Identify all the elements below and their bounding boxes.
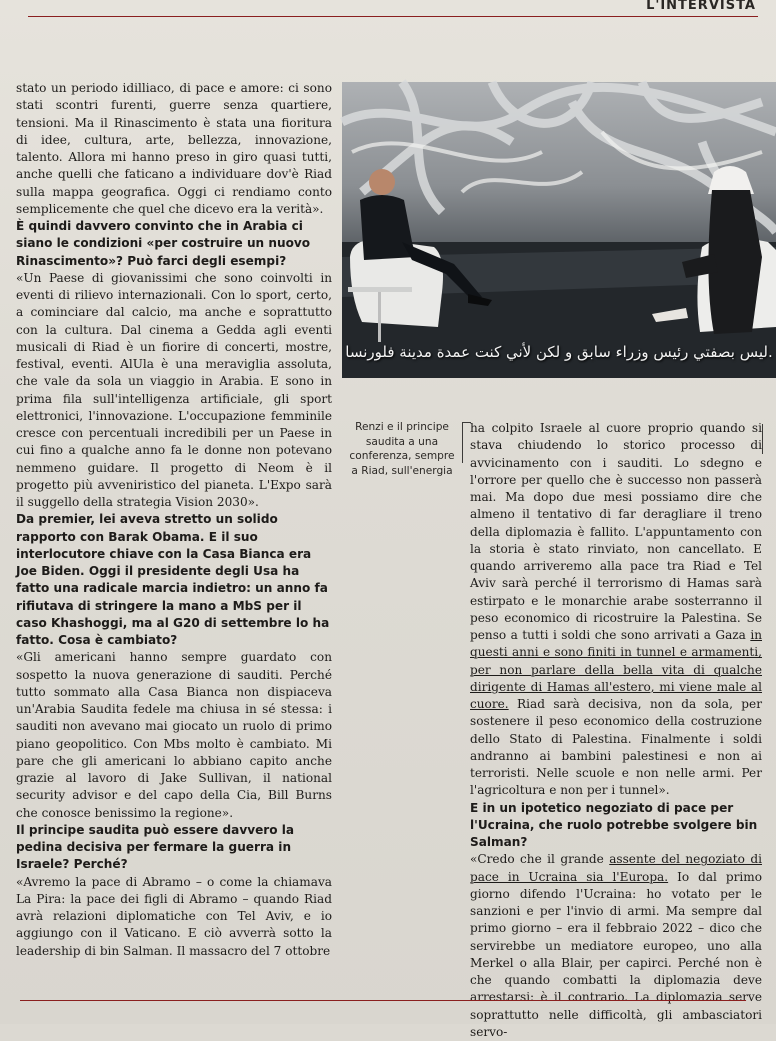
video-subtitle: ليس بصفتي رئيس وزراء سابق و لكن لأني كنت عمدة مدينة فلورنسا. [345,343,773,361]
text-span: ha colpito Israele al cuore proprio quando si stava chiudendo lo storico processo di avvicinamento con i sauditi. Lo sdegno e l'orrore per quello che è successo non passerà mai. Ma dopo due mesi possiamo dire che almeno il tentativo di far deragliare il treno della diplomazia è fallito. L'appuntamento con la storia è stato rinviato, non cancellato. E quando arriveremo alla pace tra Riad e Tel Aviv sarà perché il terrorismo di Hamas sarà estirpato e le monarchie arabe sosterranno il peso economico di ricostruire la Palestina. Se penso a tutti i soldi che sono arrivati a Gaza [470,421,762,642]
left-column [16,80,332,960]
paragraph: «Gli americani hanno sempre guardato con sospetto la nuova generazione di sauditi. Perché tutto sommato alla Casa Bianca non dispiaceva un'Arabia Saudita fedele ma chiusa in sé stessa: i sauditi non avevano mai giocato un ruolo di primo piano geopolitico. Con Mbs molto è cambiato. Mi pare che gli americani lo abbiano capito anche grazie al lavoro di Jake Sullivan, il national security advisor e del capo della Cia, Bill Burns che conosce benissimo la regione». [16,650,332,820]
bottom-rule [20,1000,746,1001]
conference-scene [342,82,776,378]
paragraph [470,420,762,800]
top-rule [28,16,758,17]
text-span: «Credo che il grande [470,852,610,867]
paragraph: «Avremo la pace di Abramo – o come la chiamava La Pira: la pace dei figli di Abramo – quando Riad avrà relazioni diplomatiche con Tel Aviv, e io aggiungo con il Vaticano. E ciò avverrà sotto la leadership di bin Salman. Il massacro del 7 ottobre [16,874,332,958]
right-column [470,420,762,1041]
photo-caption: Renzi e il principe saudita a una conferenza, sempre a Riad, sull'energia [349,421,455,477]
question: È quindi davvero convinto che in Arabia ci siano le condizioni «per costruire un nuovo Rinascimento»? Può farci degli esempi? [16,219,311,268]
paragraph: stato un periodo idilliaco, di pace e amore: ci sono stati scontri furenti, guerre senza quartiere, tensioni. Ma il Rinascimento è stata una fioritura di idee, cultura, arte, bellezza, innovazione, talento. Allora mi hanno preso in giro quasi tutti, anche quelli che faticano a individuare dov'è Riad sulla mappa geografica. Oggi ci rendiamo conto semplicemente che quel che dicevo era la verità». [16,81,332,216]
paragraph: «Un Paese di giovanissimi che sono coinvolti in eventi di rilievo internazionali. Con lo sport, certo, a cominciare dal calcio, ma anche e soprattutto con la cultura. Dal cinema a Gedda agli eventi musicali di Riad è un fiorire di concerti, mostre, festival, eventi. AlUla è una meraviglia assoluta, che vale da sola un viaggio in Arabia. E sono in prima fila sull'intelligenza artificiale, gli sport elettronici, l'innovazione. L'occupazione femminile cresce con percentuali incredibili per un Paese in cui fino a qualche anno fa le donne non potevano nemmeno guidare. Il progetto di Neom è il progetto più avveniristico del pianeta. L'Expo sarà il suggello della strategia Vision 2030». [16,270,332,509]
question: E in un ipotetico negoziato di pace per l'Ucraina, che ruolo potrebbe svolgere bin Salman? [470,800,758,849]
underlined-text: in questi anni e sono finiti in tunnel e armamenti, per non parlare della bella vita di qualche dirigente di Hamas all'estero, mi viene male al cuore. [470,628,762,711]
paragraph [470,851,762,1041]
section-label: L'INTERVISTA [646,0,756,13]
text-span: Io dal primo giorno difendo l'Ucraina: ho votato per le sanzioni e per l'invio di armi. Ma sempre dal primo giorno – era il febbraio 2022 – dico che servirebbe un mediatore europeo, uno alla Merkel o alla Blair, per capirci. Perché non è che quando combatti la diplomazia deve arrestarsi: è il contrario. La diplomazia serve soprattutto nelle difficoltà, gli ambasciatori servo- [470,869,762,1039]
underlined-text: assente del negoziato di pace in Ucraina sia l'Europa. [470,852,762,884]
text-span: Riad sarà decisiva, non da sola, per sostenere il peso economico della costruzione dello Stato di Palestina. Finalmente i soldi andranno ai bambini palestinesi e non ai terroristi. Nelle scuole e non nelle armi. Per l'agricoltura e non per i tunnel». [470,697,762,798]
conference-photo [342,82,776,378]
question: Il principe saudita può essere davvero la pedina decisiva per fermare la guerra in Israele? Perché? [16,822,295,872]
question: Da premier, lei aveva stretto un solido rapporto con Barak Obama. E il suo interlocutore chiave con la Casa Bianca era Joe Biden. Oggi il presidente degli Usa ha fatto una radicale marcia indietro: un anno fa rifiutava di stringere la mano a MbS per il caso Khashoggi, ma al G20 di settembre lo ha fatto. Cosa è cambiato? [16,512,330,647]
